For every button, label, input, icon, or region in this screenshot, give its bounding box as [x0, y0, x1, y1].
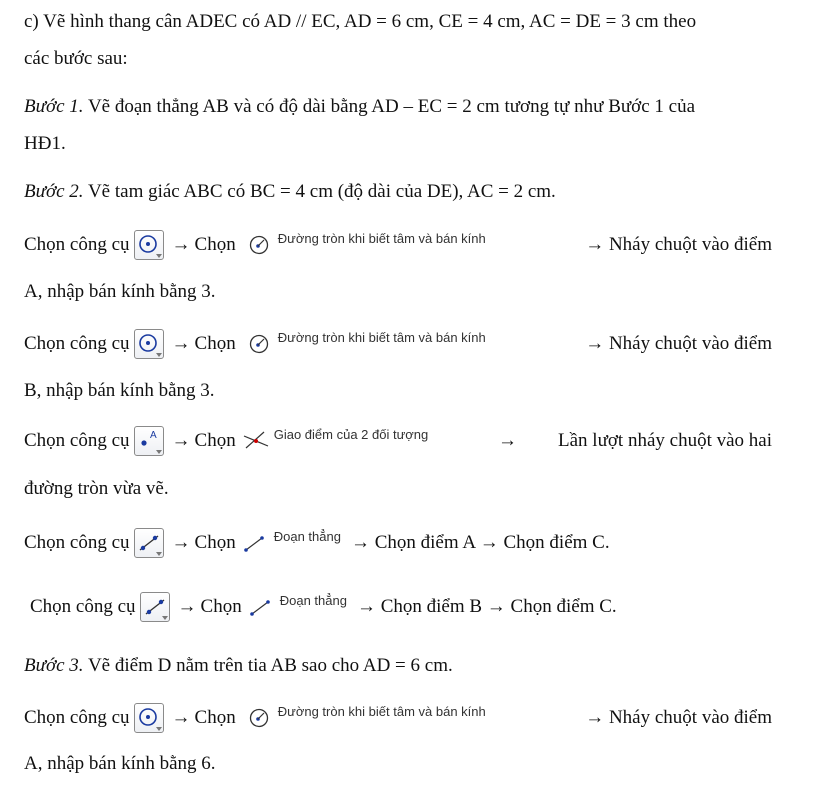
row-tail: → Nháy chuột vào điểm: [585, 234, 772, 255]
circle-tool-icon[interactable]: [134, 230, 164, 260]
choose-tool-text: Chọn công cụ: [24, 234, 130, 255]
step-3-label: Bước 3.: [24, 655, 84, 676]
circle-center-radius-option[interactable]: [248, 706, 486, 730]
instruction-row-5: [30, 592, 617, 622]
option-label: Giao điểm của 2 đối tượng: [273, 427, 429, 442]
segment-icon: [248, 596, 274, 618]
svg-text:A: A: [149, 430, 157, 441]
option-label: Đường tròn khi biết tâm và bán kính: [277, 231, 486, 246]
row-tail: → Chọn điểm B → Chọn điểm C.: [356, 596, 617, 617]
instruction-row-4: [24, 528, 610, 558]
step-1-label: Bước 1.: [24, 96, 84, 117]
circle-center-radius-option[interactable]: [248, 233, 486, 257]
step-2-text: Vẽ tam giác ABC có BC = 4 cm (độ dài của DE), AC = 2 cm.: [83, 181, 556, 202]
circle-option-icon: [248, 707, 270, 729]
arrow: →: [171, 532, 191, 553]
choose-tool-text: Chọn công cụ: [24, 707, 130, 728]
circle-tool-icon[interactable]: [134, 329, 164, 359]
arrow: →: [177, 596, 197, 617]
choose-tool-text: Chọn công cụ: [24, 532, 130, 553]
segment-option[interactable]: [242, 531, 341, 555]
point-tool-icon[interactable]: [134, 426, 164, 456]
arrow: →: [171, 430, 191, 451]
row-tail: → Chọn điểm A → Chọn điểm C.: [350, 532, 610, 553]
circle-tool-icon[interactable]: [134, 703, 164, 733]
choose-tool-text: Chọn công cụ: [30, 596, 136, 617]
instruction-row-1: [24, 230, 772, 260]
choose-text: Chọn: [194, 707, 236, 728]
instruction-row-3: [24, 426, 772, 456]
option-label: Đường tròn khi biết tâm và bán kính: [277, 704, 486, 719]
intro-line-2: các bước sau:: [24, 48, 128, 69]
line-tool-icon[interactable]: [140, 592, 170, 622]
step-2-label: Bước 2.: [24, 181, 84, 202]
step-3-line: [24, 654, 453, 678]
row-tail: Lần lượt nháy chuột vào hai: [558, 430, 772, 451]
arrow: →: [171, 707, 191, 728]
intro-line-1: c) Vẽ hình thang cân ADEC có AD // EC, AD = 6 cm, CE = 4 cm, AC = DE = 3 cm theo: [24, 11, 697, 32]
row-tail: → Nháy chuột vào điểm: [585, 333, 772, 354]
line-tool-icon[interactable]: [134, 528, 164, 558]
choose-text: Chọn: [194, 532, 236, 553]
intersect-option[interactable]: [242, 429, 429, 453]
arrow: →: [171, 234, 191, 255]
circle-center-radius-option[interactable]: [248, 332, 486, 356]
row-tail: → Nháy chuột vào điểm: [585, 707, 772, 728]
instruction-row-3-cont: đường tròn vừa vẽ.: [24, 478, 169, 499]
choose-text: Chọn: [194, 234, 236, 255]
instruction-row-1-cont: A, nhập bán kính bằng 3.: [24, 281, 216, 302]
segment-option[interactable]: [248, 595, 347, 619]
step-3-text: Vẽ điểm D nằm trên tia AB sao cho AD = 6 cm.: [83, 655, 453, 676]
choose-text: Chọn: [200, 596, 242, 617]
option-label: Đường tròn khi biết tâm và bán kính: [277, 330, 486, 345]
instruction-row-6-cont: A, nhập bán kính bằng 6.: [24, 753, 216, 774]
segment-icon: [242, 532, 268, 554]
choose-text: Chọn: [194, 430, 236, 451]
circle-option-icon: [248, 333, 270, 355]
choose-tool-text: Chọn công cụ: [24, 430, 130, 451]
row-tail-arrow: →: [498, 430, 517, 451]
option-label: Đoạn thẳng: [279, 593, 347, 608]
instruction-row-2-cont: B, nhập bán kính bằng 3.: [24, 380, 215, 401]
arrow: →: [171, 333, 191, 354]
option-label: Đoạn thẳng: [273, 529, 341, 544]
step-2-line: [24, 180, 556, 204]
circle-option-icon: [248, 234, 270, 256]
choose-tool-text: Chọn công cụ: [24, 333, 130, 354]
step-1-text: Vẽ đoạn thẳng AB và có độ dài bằng AD – EC = 2 cm tương tự như Bước 1 của: [83, 96, 696, 117]
step-1-line-2: HĐ1.: [24, 133, 66, 154]
choose-text: Chọn: [194, 333, 236, 354]
instruction-row-2: [24, 329, 772, 359]
intersect-icon: [242, 430, 272, 452]
step-1-line: [24, 95, 695, 119]
instruction-row-6: [24, 703, 772, 733]
